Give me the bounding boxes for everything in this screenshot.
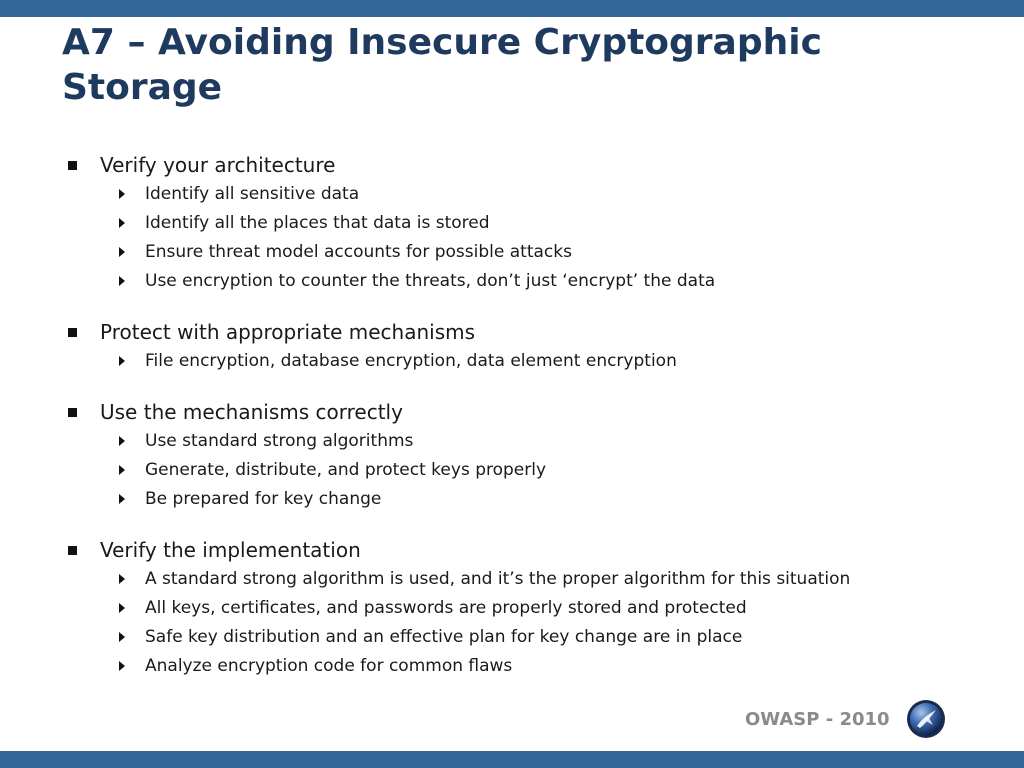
footer-label: OWASP - 2010 — [745, 709, 890, 730]
bullet-item — [66, 535, 966, 565]
arrow-bullet-icon — [119, 494, 125, 504]
sub-bullet-text: File encryption, database encryption, data element encryption — [145, 351, 677, 371]
bullet-item — [66, 397, 966, 427]
sub-bullet-text: Generate, distribute, and protect keys properly — [145, 460, 547, 480]
arrow-bullet-icon — [119, 218, 125, 228]
arrow-bullet-icon — [119, 276, 125, 286]
arrow-bullet-icon — [119, 574, 125, 584]
sub-bullet-item — [66, 209, 966, 238]
sub-bullet-item — [66, 427, 966, 456]
sub-bullet-item — [66, 652, 966, 681]
sub-bullet-item — [66, 565, 966, 594]
bullet-text: Verify the implementation — [100, 538, 361, 562]
sub-bullet-text: Identify all sensitive data — [145, 184, 360, 204]
bullet-text: Protect with appropriate mechanisms — [100, 320, 476, 344]
sub-bullet-item — [66, 456, 966, 485]
bullet-list — [66, 150, 966, 702]
bullet-group — [66, 317, 966, 376]
bullet-text: Use the mechanisms correctly — [100, 400, 403, 424]
square-bullet-icon — [68, 328, 77, 337]
sub-bullet-item — [66, 594, 966, 623]
arrow-bullet-icon — [119, 632, 125, 642]
owasp-logo-icon — [906, 699, 946, 739]
arrow-bullet-icon — [119, 436, 125, 446]
bottom-bar — [0, 751, 1024, 768]
sub-bullet-text: Use encryption to counter the threats, don’t just ‘encrypt’ the data — [145, 271, 716, 291]
sub-bullet-text: Identify all the places that data is stored — [145, 213, 490, 233]
sub-bullet-item — [66, 267, 966, 296]
square-bullet-icon — [68, 161, 77, 170]
sub-bullet-item — [66, 238, 966, 267]
bullet-group — [66, 397, 966, 514]
slide-title — [62, 20, 962, 110]
sub-bullet-item — [66, 485, 966, 514]
arrow-bullet-icon — [119, 661, 125, 671]
bullet-text: Verify your architecture — [100, 153, 336, 177]
bullet-group — [66, 150, 966, 296]
arrow-bullet-icon — [119, 465, 125, 475]
arrow-bullet-icon — [119, 189, 125, 199]
sub-bullet-text: Ensure threat model accounts for possible attacks — [145, 242, 572, 262]
title-line-1: A7 – Avoiding Insecure Cryptographic — [62, 22, 822, 63]
title-line-2: Storage — [62, 67, 223, 108]
top-bar — [0, 0, 1024, 17]
square-bullet-icon — [68, 546, 77, 555]
arrow-bullet-icon — [119, 247, 125, 257]
bullet-item — [66, 317, 966, 347]
arrow-bullet-icon — [119, 356, 125, 366]
sub-bullet-item — [66, 347, 966, 376]
bullet-item — [66, 150, 966, 180]
bullet-group — [66, 535, 966, 681]
sub-bullet-text: Analyze encryption code for common flaws — [145, 656, 513, 676]
sub-bullet-item — [66, 180, 966, 209]
sub-bullet-item — [66, 623, 966, 652]
sub-bullet-text: Use standard strong algorithms — [145, 431, 414, 451]
arrow-bullet-icon — [119, 603, 125, 613]
sub-bullet-text: All keys, certificates, and passwords are properly stored and protected — [145, 598, 747, 618]
sub-bullet-text: A standard strong algorithm is used, and it’s the proper algorithm for this situation — [145, 569, 851, 589]
sub-bullet-text: Safe key distribution and an effective plan for key change are in place — [145, 627, 743, 647]
sub-bullet-text: Be prepared for key change — [145, 489, 382, 509]
square-bullet-icon — [68, 408, 77, 417]
